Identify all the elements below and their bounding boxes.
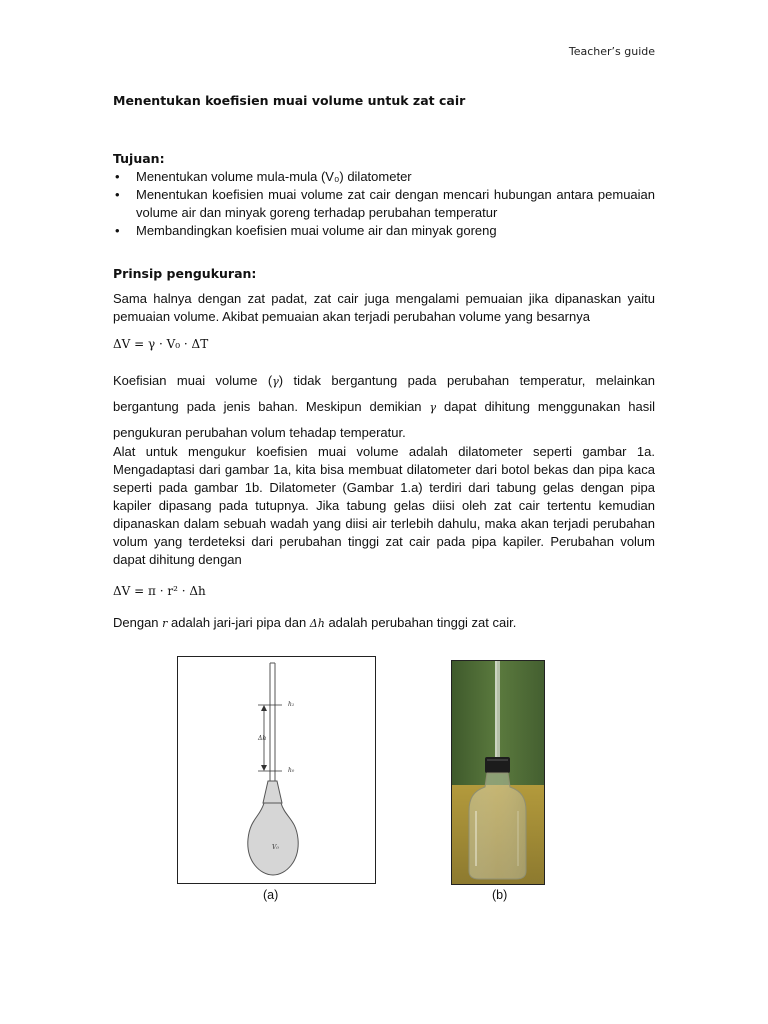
para4-text-a: Dengan [113, 615, 163, 630]
tujuan-heading: Tujuan: [113, 151, 165, 166]
document-title: Menentukan koefisien muai volume untuk zat cair [113, 93, 466, 108]
para4-text-c: adalah perubahan tinggi zat cair. [324, 615, 517, 630]
bulb-volume-label: V₀ [272, 844, 279, 851]
level-label-top: h₁ [288, 701, 295, 708]
figure-b-bottle-photo [451, 660, 545, 885]
para2-text-b: ) tidak bergantung pada perubahan temperatur, melainkan bergantung pada jenis bahan. Meskipun demikian [113, 373, 656, 414]
delta-h-label: Δh [258, 735, 267, 742]
goal-item: • Menentukan volume mula-mula (V₀) dilatometer [113, 168, 655, 186]
level-label-bottom: h₀ [288, 767, 295, 774]
paragraph-intro: Sama halnya dengan zat padat, zat cair juga mengalami pemuaian jika dipanaskan yaitu pemuaian volume. Akibat pemuaian akan terjadi perubahan volume yang besarnya [113, 291, 655, 324]
figure-b-caption: (b) [492, 888, 508, 902]
equation-volume-expansion: ΔV = γ · V₀ · ΔT [113, 337, 209, 351]
goals-list [113, 168, 655, 240]
para2-text-c: dapat dihitung menggunakan hasil pengukuran perubahan volum tehadap temperatur. [113, 399, 655, 440]
delta-h-symbol: Δh [309, 617, 325, 630]
paragraph-definitions [113, 614, 655, 633]
prinsip-heading: Prinsip pengukuran: [113, 266, 257, 281]
gamma-symbol: γ [429, 401, 437, 414]
running-header: Teacher’s guide [568, 45, 655, 58]
para2-text-a: Koefisian muai volume ( [113, 373, 273, 388]
equation-capillary-volume: ΔV = π · r² · Δh [113, 584, 206, 598]
radius-symbol: r [162, 617, 168, 630]
goal-item: • Membandingkan koefisien muai volume air dan minyak goreng [113, 222, 655, 240]
bottle-photo-illustration [452, 661, 544, 884]
goal-item: • Menentukan koefisien muai volume zat cair dengan mencari hubungan antara pemuaian volume air dan minyak goreng terhadap perubahan temperatur [113, 186, 655, 222]
figure-a-dilatometer-diagram [177, 656, 376, 884]
para4-text-b: adalah jari-jari pipa dan [167, 615, 310, 630]
gamma-symbol: γ [272, 375, 279, 388]
paragraph-dilatometer: Alat untuk mengukur koefisien muai volume adalah dilatometer seperti gambar 1a. Mengadaptasi dari gambar 1a, kita bisa membuat dilatometer dari botol bekas dan pipa kaca seperti pada gambar 1b. Dilatometer (Gambar 1.a) terdiri dari tabung gelas dengan pipa kapiler dipasang pada tutupnya. Jika tabung gelas diisi oleh zat cair tertentu kemudian dipanaskan dalam sebuah wadah yang diisi air terlebih dahulu, maka akan terjadi perubahan volum yang terdeteksi dari perubahan tinggi zat cair pada pipa kapiler. Perubahan volum dapat dihitung dengan [113, 444, 655, 567]
paragraph-coefficient [113, 368, 655, 445]
figure-a-caption: (a) [263, 888, 279, 902]
